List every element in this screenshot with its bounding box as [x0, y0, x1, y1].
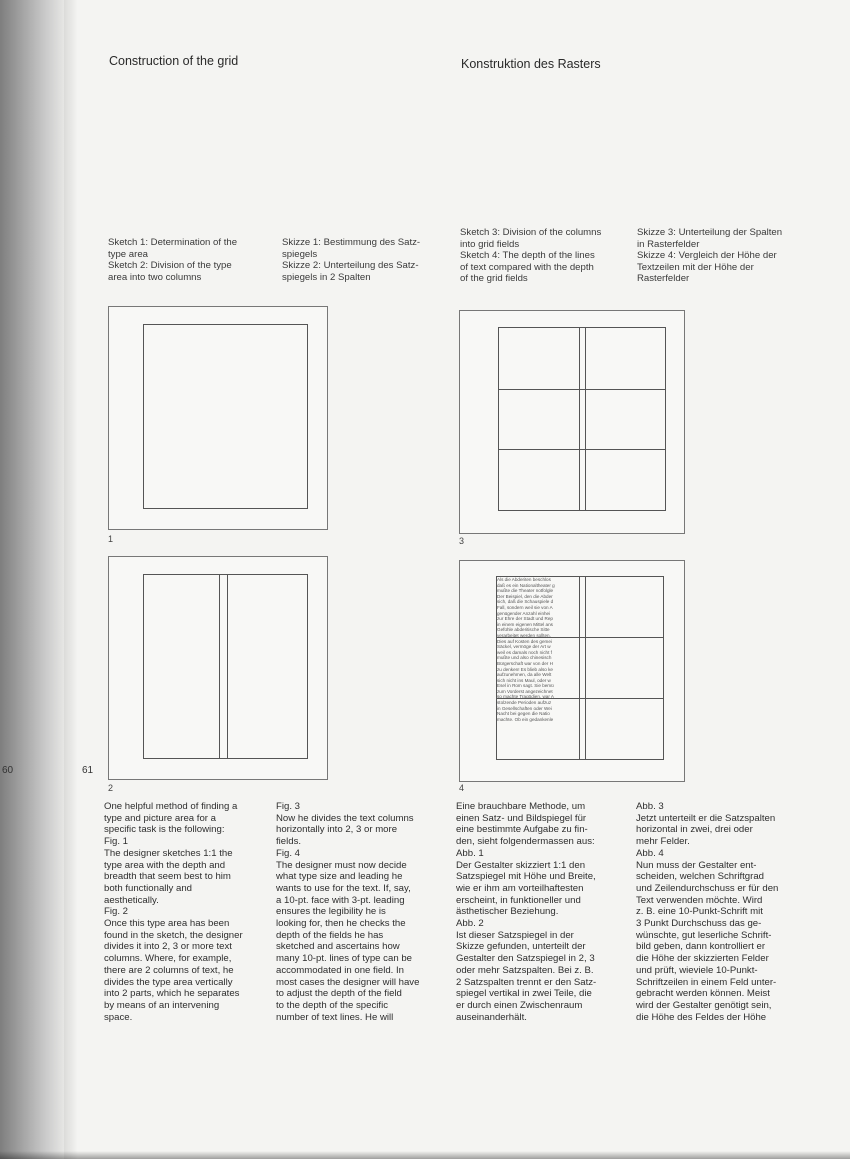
caption-line: area into two columns	[108, 271, 202, 283]
body-text-line: fields.	[276, 836, 302, 848]
body-text-line: spiegel vertikal in zwei Teile, die	[456, 988, 592, 1000]
figure-number-3: 3	[459, 536, 465, 546]
body-text-line: Now he divides the text columns	[276, 812, 414, 824]
sketch-4-text-line: sich nicht ins Maul, oder w	[497, 677, 551, 683]
caption-line: Skizze 1: Bestimmung des Satz-	[282, 237, 421, 248]
sketch-4-text-line: zur Ehre der Stadt und Rep	[497, 616, 553, 622]
body-text-line: Fig. 4	[276, 847, 300, 859]
sketch-4-text-line: stolzende Perioden aufzuz	[497, 700, 552, 706]
body-column-german-2	[636, 801, 778, 1023]
sketch-2-column-divider-right	[227, 574, 228, 759]
figure-number-2: 2	[108, 783, 114, 793]
sketch-3-type-area	[498, 327, 666, 511]
body-text-line: Eine brauchbare Methode, um	[456, 801, 586, 812]
sketch-4-text-line: Säckel, vermöge der Art w	[497, 644, 551, 650]
caption-line: Sketch 1: Determination of the	[108, 237, 238, 248]
body-text-line: looking for, then he checks the	[276, 918, 406, 930]
sketch-4-page	[459, 560, 685, 782]
body-column-english-1	[104, 801, 243, 1023]
sketch-4-text-line: in einem eigenen Mittel ans	[497, 621, 553, 627]
body-text-line: wünschte, gut leserliche Schrift-	[636, 929, 772, 941]
sketch-4-text-line: Nacht bei gegen die Natio	[497, 711, 550, 717]
sketch-4-text-line: zu denken! Es blieb also ke	[497, 666, 553, 672]
body-text-line: to adjust the depth of the field	[276, 988, 402, 1000]
body-text-line: Jetzt unterteilt er die Satzspalten	[636, 812, 776, 824]
body-column-german-1	[456, 801, 596, 1023]
sketch-4-text-line: daß es ein Nationaltheater g	[497, 582, 555, 588]
body-text-line: horizontally into 2, 3 or more	[276, 824, 398, 836]
body-text-line: The designer sketches 1:1 the	[104, 847, 233, 859]
body-text-line: a 10-pt. face with 3-pt. leading	[276, 894, 405, 906]
body-text-line: Abb. 2	[456, 918, 484, 930]
body-text-line: die Höhe des Feldes der Höhe	[636, 1011, 767, 1023]
body-text-line: horizontal in zwei, drei oder	[636, 824, 753, 836]
caption-line: Sketch 3: Division of the columns	[460, 227, 602, 238]
body-text-line: number of text lines. He will	[276, 1011, 394, 1023]
body-text-line: Abb. 1	[456, 847, 484, 859]
sketch-1-page	[108, 306, 328, 530]
caption-line: Sketch 2: Division of the type	[108, 260, 232, 272]
body-text-line: most cases the designer will have	[276, 976, 420, 988]
body-text-line: erscheint, in funktioneller und	[456, 894, 581, 906]
sketch-4-text-line: Als die Abderiten beschlos	[497, 577, 551, 582]
body-text-line: type area with the depth and	[104, 859, 226, 871]
sketch-4-text-line: machte. Ob ein gedankenle	[497, 716, 554, 722]
body-text-line: depth of the fields he has	[276, 929, 384, 941]
sketch-4-text-line: Dies auf Kosten des gemei	[497, 638, 552, 644]
gutter-shadow	[64, 0, 78, 1159]
body-text-line: scheiden, welchen Schriftgrad	[636, 871, 764, 883]
body-column-english-2	[276, 801, 419, 1023]
body-text-line: wants to use for the text. If, say,	[276, 882, 411, 894]
body-text-line: found in the sketch, the designer	[104, 929, 243, 941]
body-text-line: ästhetischer Beziehung.	[456, 906, 559, 918]
caption-line: Skizze 2: Unterteilung des Satz-	[282, 260, 419, 272]
sketch-4-text-line: sich, daß die Schauspiele d	[497, 599, 554, 605]
sketch-4-text-line: in Gesellschaften oder Wei	[497, 705, 552, 711]
body-text-line: Abb. 4	[636, 847, 664, 859]
body-text-line: Gestalter den Satzspiegel in 2, 3	[456, 953, 595, 965]
body-text-line: wie er ihm am vorteilhaftesten	[456, 882, 584, 894]
body-text-line: oder mehr Satzspalten. Bei z. B.	[456, 964, 594, 976]
body-text-line: ensures the legibility he is	[276, 906, 386, 918]
caption-line: type area	[108, 248, 149, 260]
caption-sketch-1-2-german	[282, 237, 420, 283]
body-text-line: Schriftzeilen in einem Feld unter-	[636, 976, 777, 988]
sketch-4-text-line: Gefühle abderitische Sitte	[497, 627, 550, 633]
body-text-line: gebracht werden können. Meist	[636, 988, 770, 1000]
body-text-line: type and picture area for a	[104, 812, 216, 824]
caption-sketch-1-2-english	[108, 237, 237, 283]
sketch-3-column-divider-left	[579, 327, 580, 511]
heading-english: Construction of the grid	[109, 54, 239, 68]
caption-line: spiegels in 2 Spalten	[282, 271, 371, 283]
sketch-4-sample-text-column	[497, 577, 579, 759]
body-text-line: und prüft, wieviele 10-Punkt-	[636, 964, 758, 976]
sketch-4-text-line: so machte Tragödien, war A	[497, 694, 554, 700]
sketch-3-field-divider-2	[498, 449, 666, 450]
figure-number-1: 1	[108, 534, 114, 544]
body-text-line: One helpful method of finding a	[104, 801, 238, 812]
body-text-line: die Höhe der skizzierten Felder	[636, 953, 769, 965]
page-bottom-shadow	[0, 1151, 850, 1159]
caption-line: Skizze 4: Vergleich der Höhe der	[637, 250, 777, 262]
sketch-2-type-area	[143, 574, 308, 759]
body-text-line: Abb. 3	[636, 801, 664, 812]
caption-sketch-3-4-german	[637, 227, 782, 285]
body-text-line: divides the type area vertically	[104, 976, 233, 988]
body-text-line: aesthetically.	[104, 894, 159, 906]
caption-line: Skizze 3: Unterteilung der Spalten	[637, 227, 783, 238]
body-text-line: Ist dieser Satzspiegel in der	[456, 929, 574, 941]
body-text-line: to the depth of the specific	[276, 999, 389, 1011]
body-text-line: den, sieht folgendermassen aus:	[456, 836, 595, 848]
body-text-line: divides it into 2, 3 or more text	[104, 941, 232, 953]
caption-line: into grid fields	[460, 238, 520, 250]
body-text-line: columns. Where, for example,	[104, 953, 232, 965]
body-text-line: into 2 parts, which he separates	[104, 988, 240, 1000]
book-gutter	[0, 0, 64, 1159]
body-text-line: space.	[104, 1011, 133, 1023]
body-text-line: there are 2 columns of text, he	[104, 964, 234, 976]
sketch-4-text-line: zum Vorderst angezeichnet	[497, 688, 553, 694]
body-text-line: specific task is the following:	[104, 824, 225, 836]
body-text-line: wird der Gestalter genötigt sein,	[636, 999, 772, 1011]
sketch-4-column-divider-right	[585, 576, 586, 760]
sketch-3-page	[459, 310, 685, 534]
caption-line: Textzeilen mit der Höhe der	[637, 261, 754, 273]
body-text-line: bild geben, dann kontrolliert er	[636, 941, 766, 953]
body-text-line: what type size and leading he	[276, 871, 403, 883]
body-text-line: many 10-pt. lines of type can be	[276, 953, 412, 965]
sketch-2-page	[108, 556, 328, 780]
body-text-line: Text verwenden möchte. Wird	[636, 894, 763, 906]
body-text-line: Satzspiegel mit Höhe und Breite,	[456, 871, 596, 883]
body-text-line: 3 Punkt Durchschuss das ge-	[636, 918, 762, 930]
body-text-line: z. B. eine 10-Punkt-Schrift mit	[636, 906, 763, 918]
body-text-line: eine bestimmte Aufgabe zu fin-	[456, 824, 588, 836]
sketch-3-column-divider-right	[585, 327, 586, 511]
body-text-line: 2 Satzspalten trennt er den Satz-	[456, 976, 597, 988]
page-number-left: 60	[2, 765, 14, 776]
caption-line: in Rasterfelder	[637, 238, 700, 250]
body-text-line: Der Gestalter skizziert 1:1 den	[456, 859, 586, 871]
body-text-line: Once this type area has been	[104, 918, 230, 930]
body-text-line: mehr Felder.	[636, 836, 690, 848]
caption-line: of the grid fields	[460, 273, 528, 285]
body-text-line: er durch einen Zwischenraum	[456, 999, 583, 1011]
body-text-line: einen Satz- und Bildspiegel für	[456, 812, 587, 824]
sketch-4-text-line: Bürgerschaft war von der H	[497, 660, 553, 666]
body-text-line: auseinanderhält.	[456, 1011, 527, 1023]
heading-german: Konstruktion des Rasters	[461, 57, 601, 71]
sketch-2-column-divider-left	[219, 574, 220, 759]
body-text-line: The designer must now decide	[276, 859, 407, 871]
body-text-line: Fig. 1	[104, 836, 128, 848]
body-text-line: Fig. 3	[276, 801, 300, 812]
body-text-line: Nun muss der Gestalter ent-	[636, 859, 757, 871]
page-number-right: 61	[82, 765, 94, 776]
sketch-4-text-line: mußte die Theater notfolgle	[497, 588, 554, 594]
sketch-4-text-line: Fall, sondern weil sie von A	[497, 604, 553, 610]
caption-line: spiegels	[282, 248, 318, 260]
sketch-4-text-line: mußte und also chinesisch	[497, 655, 552, 661]
body-text-line: breadth that seem best to him	[104, 871, 231, 883]
sketch-4-text-line: verarbeitet werden sollten,	[497, 632, 551, 638]
body-text-line: by means of an intervening	[104, 999, 220, 1011]
sketch-4-text-line: genügender Anzahl einhei	[497, 610, 551, 616]
sketch-4-column-divider-left	[579, 576, 580, 760]
body-text-line: Fig. 2	[104, 906, 128, 918]
caption-line: of text compared with the depth	[460, 261, 594, 273]
sketch-4-text-line: aufzunehmen, da alle Welt	[497, 672, 552, 678]
body-text-line: sketched and ascertains how	[276, 941, 400, 953]
body-text-line: accommodated in one field. In	[276, 964, 404, 976]
sketch-3-field-divider-1	[498, 389, 666, 390]
caption-sketch-3-4-english	[460, 227, 601, 285]
sketch-4-text-line: weil es damals noch nicht f	[497, 649, 552, 655]
caption-line: Rasterfelder	[637, 273, 690, 285]
body-text-line: Skizze gefunden, unterteilt der	[456, 941, 586, 953]
figure-number-4: 4	[459, 783, 465, 793]
body-text-line: und Zeilendurchschuss er für den	[636, 882, 779, 894]
sketch-4-text-line: Der Beispiel, den die Abder	[497, 593, 553, 599]
body-text-line: both functionally and	[104, 882, 193, 894]
sketch-1-type-area	[143, 324, 308, 509]
caption-line: Sketch 4: The depth of the lines	[460, 250, 595, 262]
sketch-4-text-line: Esel in Rom sagt. Sie bemü	[497, 683, 554, 689]
